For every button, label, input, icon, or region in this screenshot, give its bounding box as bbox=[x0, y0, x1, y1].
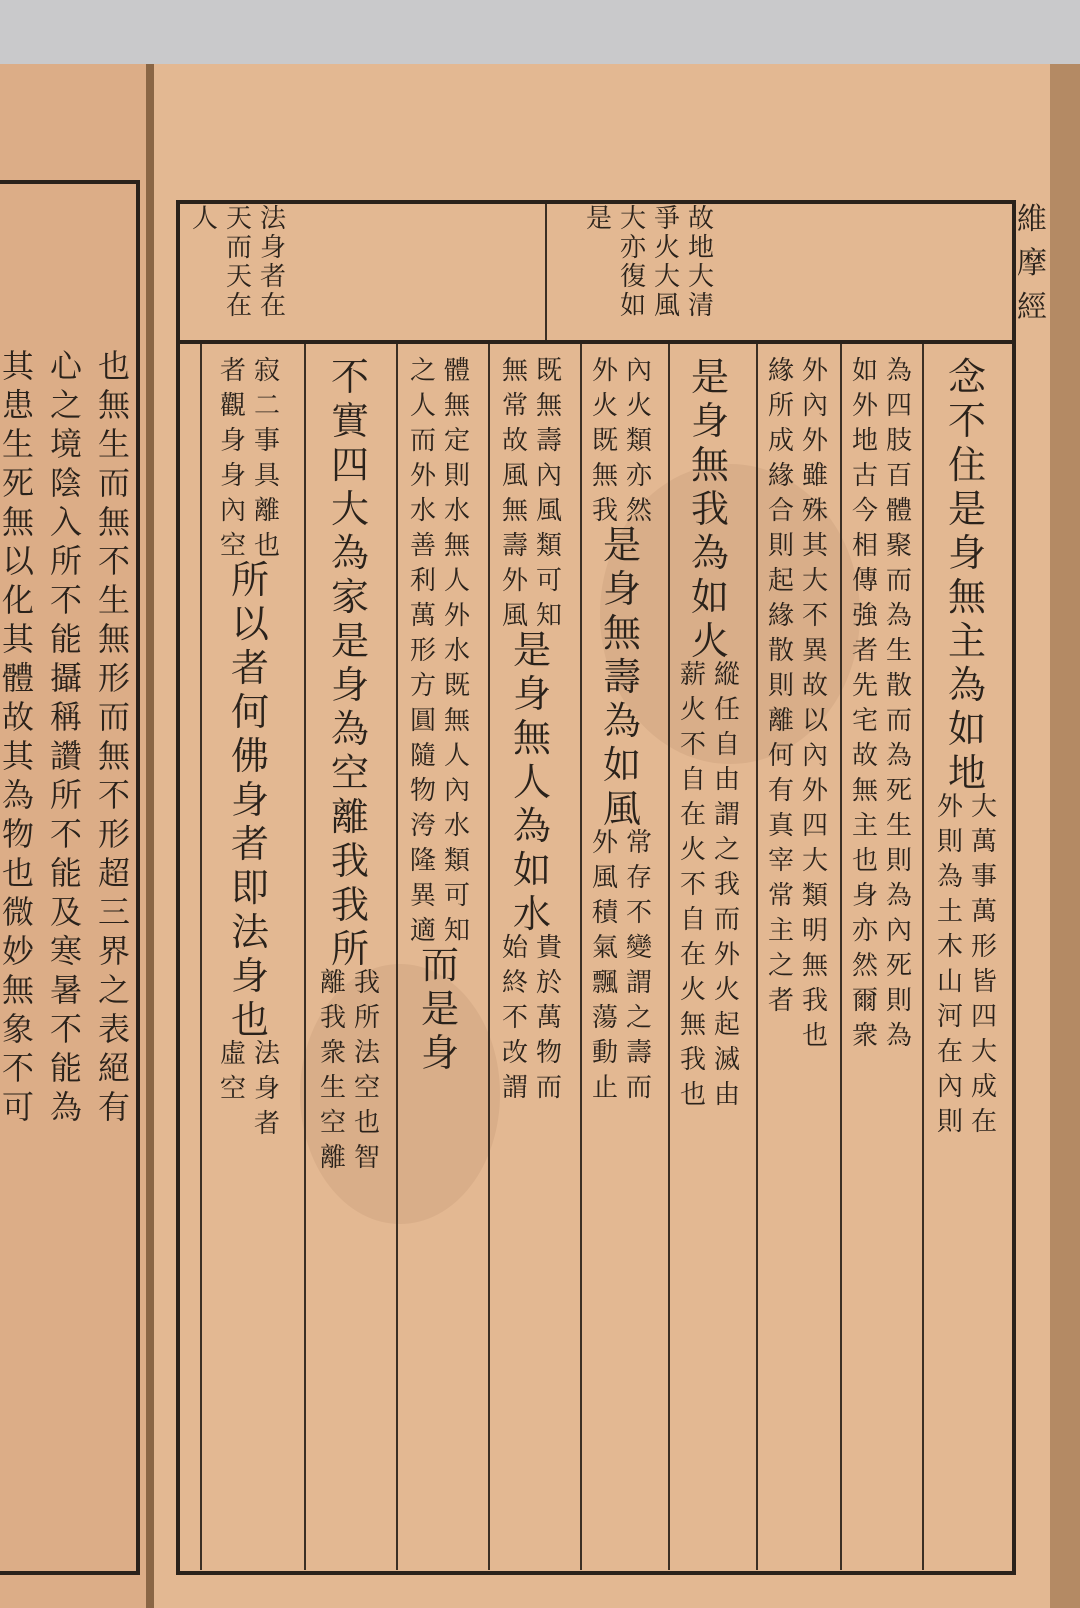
main-text: 是 身 無 我 為 如 火 bbox=[690, 355, 729, 663]
commentary-text: 虛 空 bbox=[219, 1039, 246, 1104]
commentary-pair bbox=[320, 970, 380, 1171]
commentary-text: 貴 於 萬 物 而 bbox=[536, 933, 563, 1103]
header-note-text: 故 地 大 清 bbox=[688, 204, 715, 321]
header-note-text: 天 而 天 在 bbox=[226, 204, 253, 321]
header-note-text: 爭 火 大 風 bbox=[654, 204, 681, 321]
commentary-text: 外 內 外 雖 殊 其 大 不 異 故 以 內 外 四 大 類 明 無 我 也 bbox=[802, 356, 829, 1051]
commentary-text: 外 則 為 土 木 山 河 在 內 則 bbox=[936, 792, 963, 1137]
scanned-page bbox=[0, 64, 1080, 1608]
commentary-text: 我 所 法 空 也 智 bbox=[354, 968, 381, 1173]
text-column bbox=[922, 355, 1012, 1137]
commentary-text: 無 常 故 風 無 壽 外 風 bbox=[501, 356, 528, 631]
commentary-pair bbox=[410, 358, 470, 944]
column-rule bbox=[304, 344, 306, 1570]
column-rule bbox=[200, 344, 202, 1570]
commentary-pair bbox=[502, 935, 562, 1101]
book-gutter bbox=[146, 64, 154, 1608]
header-rule bbox=[176, 340, 1016, 344]
column-rule bbox=[756, 344, 758, 1570]
commentary-text: 者 觀 身 身 內 空 bbox=[219, 356, 246, 561]
commentary-text: 法 身 者 bbox=[254, 1039, 281, 1139]
commentary-pair bbox=[937, 794, 997, 1135]
commentary-text: 體 無 定 則 水 無 人 外 水 既 無 人 內 水 類 可 知 bbox=[444, 356, 471, 946]
commentary-text: 之 人 而 外 水 善 利 萬 形 方 圓 隨 物 洿 隆 異 適 bbox=[409, 356, 436, 946]
commentary-pair bbox=[220, 358, 280, 559]
commentary-text: 大 萬 事 萬 形 皆 四 大 成 在 bbox=[971, 792, 998, 1137]
text-column bbox=[200, 358, 300, 1137]
note-divider bbox=[545, 204, 547, 340]
commentary-text: 緣 所 成 緣 合 則 起 緣 散 則 離 何 有 真 宰 常 主 之 者 bbox=[767, 356, 794, 1016]
column-rule bbox=[668, 344, 670, 1570]
left-leaf-text: 其 患 生 死 無 以 化 其 體 故 其 為 物 也 微 妙 無 象 不 可 bbox=[2, 347, 35, 1126]
text-column bbox=[756, 358, 840, 1049]
commentary-pair bbox=[768, 358, 828, 1049]
commentary-pair bbox=[852, 358, 912, 1049]
commentary-text: 既 無 壽 內 風 類 可 知 bbox=[536, 356, 563, 631]
commentary-text: 內 火 類 亦 然 bbox=[626, 356, 653, 526]
commentary-text: 離 我 衆 生 空 離 bbox=[319, 968, 346, 1173]
commentary-pair bbox=[220, 1041, 280, 1137]
header-note-text: 人 bbox=[192, 204, 219, 234]
commentary-text: 外 火 既 無 我 bbox=[591, 356, 618, 526]
main-text: 所 以 者 何 佛 身 者 即 法 身 也 bbox=[230, 558, 269, 1042]
commentary-pair bbox=[502, 358, 562, 629]
text-column bbox=[396, 356, 484, 1075]
commentary-pair bbox=[680, 662, 740, 1108]
column-rule bbox=[580, 344, 582, 1570]
commentary-text: 寂 二 事 具 離 也 bbox=[254, 356, 281, 561]
commentary-text: 縱 任 自 由 謂 之 我 而 外 火 起 滅 由 bbox=[714, 660, 741, 1110]
commentary-pair bbox=[592, 358, 652, 524]
text-column bbox=[840, 358, 924, 1049]
column-rule bbox=[840, 344, 842, 1570]
column-rule bbox=[396, 344, 398, 1570]
commentary-text: 始 終 不 改 謂 bbox=[501, 933, 528, 1103]
column-rule bbox=[488, 344, 490, 1570]
commentary-text: 薪 火 不 自 在 火 不 自 在 火 無 我 也 bbox=[679, 660, 706, 1110]
main-text: 是 身 無 壽 為 如 風 bbox=[602, 523, 641, 831]
right-margin-title: 維 摩 經 bbox=[1017, 202, 1047, 325]
text-column bbox=[668, 355, 752, 1110]
commentary-text: 外 風 積 氣 飄 蕩 動 止 bbox=[591, 828, 618, 1103]
main-text: 是 身 無 人 為 如 水 bbox=[512, 628, 551, 936]
header-note-text: 法 身 者 在 bbox=[260, 204, 287, 321]
main-text: 而 是 身 bbox=[420, 943, 459, 1075]
commentary-text: 為 四 肢 百 體 聚 而 為 生 散 而 為 死 生 則 為 內 死 則 為 bbox=[886, 356, 913, 1051]
left-leaf-text: 心 之 境 陰 入 所 不 能 攝 稱 讚 所 不 能 及 寒 暑 不 能 為 bbox=[50, 347, 83, 1126]
commentary-pair bbox=[592, 830, 652, 1101]
header-note-text: 是 bbox=[586, 204, 613, 234]
text-column bbox=[580, 358, 664, 1101]
commentary-text: 常 存 不 變 謂 之 壽 而 bbox=[626, 828, 653, 1103]
text-column bbox=[304, 355, 396, 1173]
commentary-text: 如 外 地 古 今 相 傳 強 者 先 宅 故 無 主 也 身 亦 然 爾 衆 bbox=[851, 356, 878, 1051]
text-column bbox=[488, 358, 576, 1101]
left-leaf-text: 也 無 生 而 無 不 生 無 形 而 無 不 形 超 三 界 之 表 絕 有 bbox=[98, 347, 131, 1126]
header-note-text: 大 亦 復 如 bbox=[620, 204, 647, 321]
page-edge bbox=[1050, 64, 1080, 1608]
main-text: 念 不 住 是 身 無 主 為 如 地 bbox=[947, 355, 986, 795]
main-text: 不 實 四 大 為 家 是 身 為 空 離 我 我 所 bbox=[330, 355, 369, 971]
